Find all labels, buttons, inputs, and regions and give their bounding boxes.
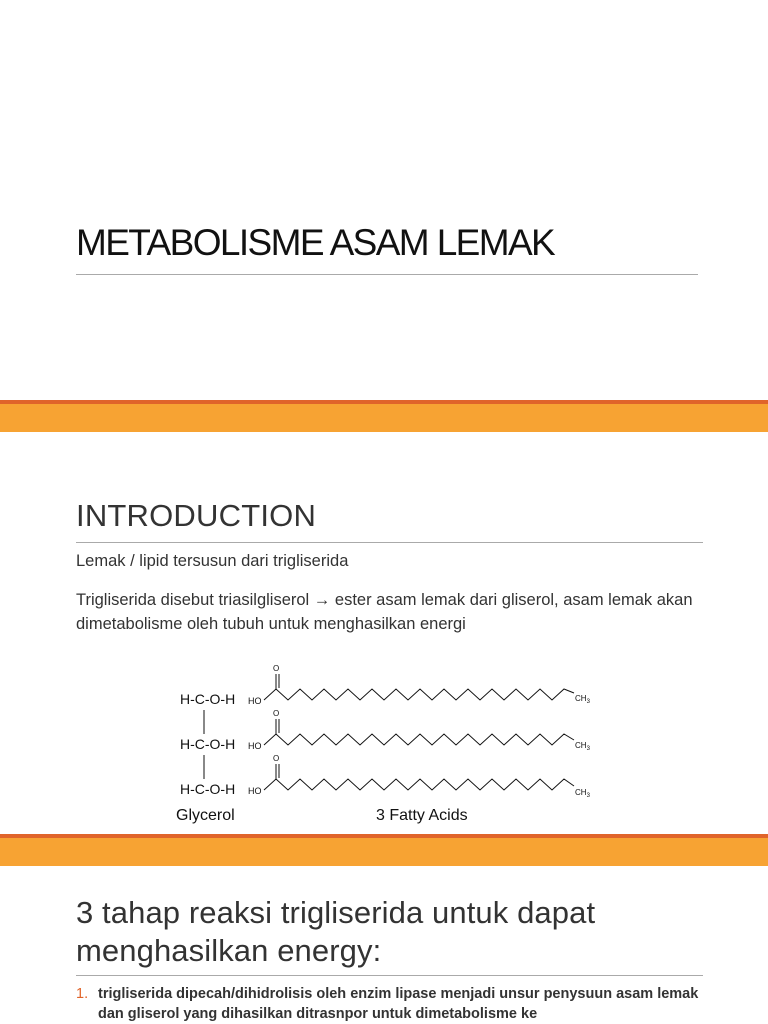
methyl-label: $CH_3$ [575,788,590,799]
list-item-text: trigliserida dipecah/dihidrolisis oleh enzim lipase menjadi unsur penysuun asam lemak dan gliserol yang dihasilkan ditrasnpor untuk dimetabolisme ke [98,986,699,1022]
fatty-acids-caption: 3 Fatty Acids [376,807,468,824]
stages-list [76,984,716,1024]
slide-separator [0,834,768,866]
fatty-acid-2 [248,709,591,752]
slide-separator [0,400,768,432]
intro-paragraph-2: Trigliserida disebut triasilgliserol → ester asam lemak dari gliserol, asam lemak akan dimetabolisme oleh tubuh untuk menghasilkan energi [76,591,693,633]
slide-title: INTRODUCTION [76,498,317,533]
introduction-slide [0,432,768,832]
slide-title: 3 tahap reaksi trigliserida untuk dapat menghasilkan energy: [76,895,596,968]
title-underline [76,975,703,976]
title-slide [0,0,768,400]
glycerol-unit-1: H-C-O-H [180,691,236,707]
fatty-acid-3 [248,754,591,799]
glycerol-unit-3: H-C-O-H [180,781,236,797]
carbonyl-oxygen-label: O [273,754,280,763]
title-underline [76,274,698,275]
intro-paragraph-1: Lemak / lipid tersusun dari trigliserida [76,552,349,570]
slide-title: METABOLISME ASAM LEMAK [76,222,555,263]
glycerol-caption: Glycerol [176,807,235,824]
triglyceride-structure-figure [176,660,596,830]
methyl-label: $CH_3$ [575,694,590,705]
fatty-acid-1 [248,664,591,706]
glycerol-unit-2: H-C-O-H [180,736,236,752]
methyl-label: $CH_3$ [575,741,590,752]
carbonyl-oxygen-label: O [273,664,280,673]
triglyceride-diagram [176,660,596,830]
hydroxyl-label: HO [248,741,262,751]
list-item [76,984,716,1024]
title-underline [76,542,703,543]
list-item-number: 1. [76,986,89,1002]
hydroxyl-label: HO [248,786,262,796]
reaction-stages-slide [0,866,768,1024]
hydroxyl-label: HO [248,696,262,706]
carbonyl-oxygen-label: O [273,709,280,718]
